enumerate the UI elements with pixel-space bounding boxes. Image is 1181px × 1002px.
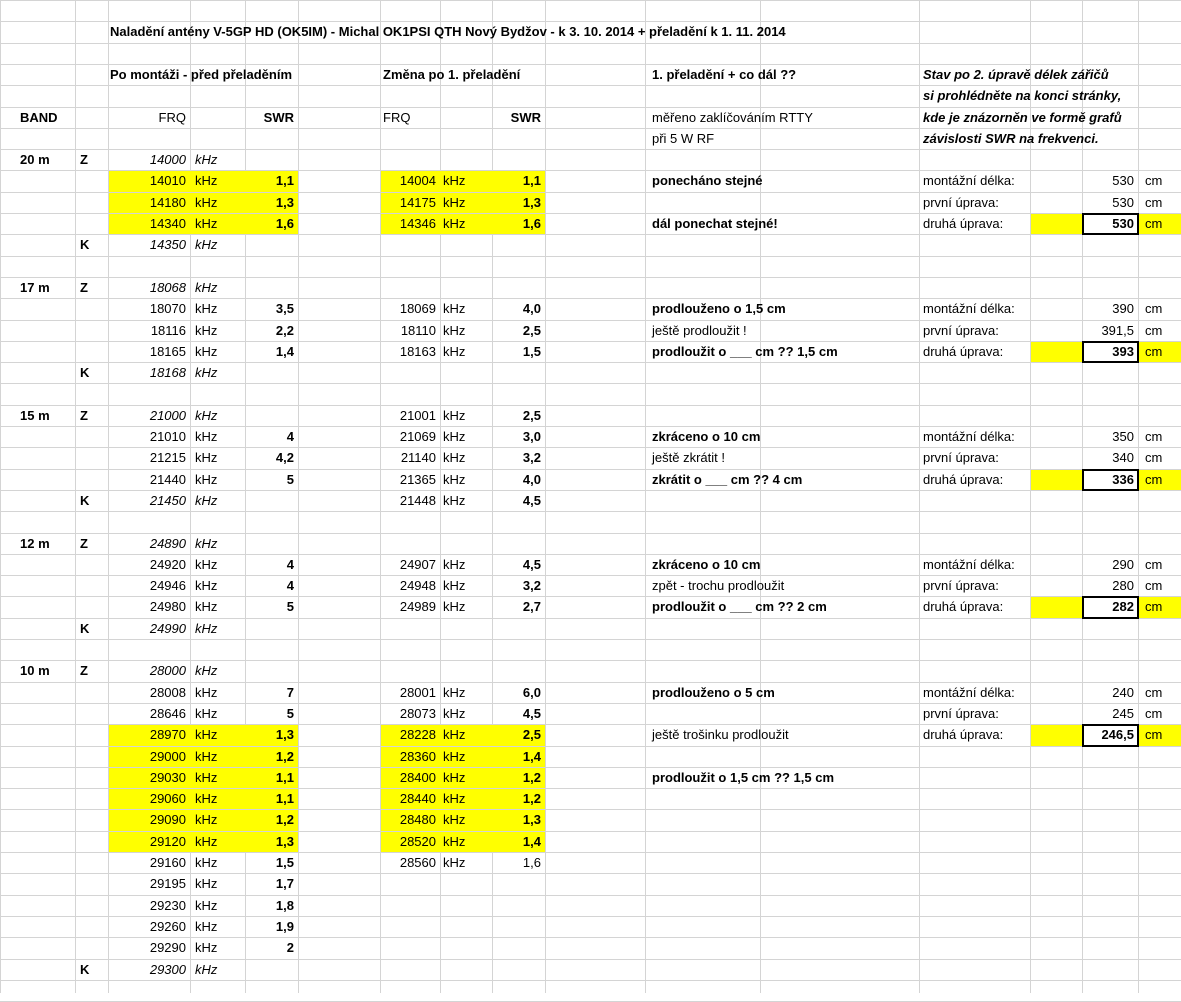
after-swr[interactable]: 4,5 xyxy=(522,705,541,721)
unit-khz[interactable]: kHz xyxy=(195,620,218,636)
length-value[interactable]: 530 xyxy=(1112,194,1134,210)
unit-khz[interactable]: kHz xyxy=(195,684,218,700)
before-swr[interactable]: 1,4 xyxy=(275,343,294,359)
end-label[interactable]: K xyxy=(80,961,90,977)
unit-khz[interactable]: kHz xyxy=(443,791,466,807)
after-swr[interactable]: 2,5 xyxy=(522,322,541,338)
after-frq[interactable]: 21140 xyxy=(400,450,436,466)
length-label[interactable]: montážní délka: xyxy=(923,173,1015,189)
unit-cm[interactable]: cm xyxy=(1145,343,1163,359)
unit-cm[interactable]: cm xyxy=(1145,322,1163,338)
before-swr[interactable]: 1,9 xyxy=(275,918,294,934)
before-swr[interactable]: 5 xyxy=(286,705,294,721)
note-line[interactable]: Stav po 2. úpravě délek zářičů xyxy=(923,66,1109,82)
band-name[interactable]: 17 m xyxy=(20,279,50,295)
after-frq[interactable]: 14004 xyxy=(399,173,436,189)
unit-khz[interactable]: kHz xyxy=(195,791,218,807)
before-frq[interactable]: 18165 xyxy=(149,343,186,359)
band-start-frq[interactable]: 24890 xyxy=(149,535,186,551)
comment[interactable]: zpět - trochu prodloužit xyxy=(652,578,785,594)
section-first-tuning[interactable]: Změna po 1. přeladění xyxy=(383,66,521,82)
length-value[interactable]: 530 xyxy=(1112,216,1134,231)
unit-khz[interactable]: kHz xyxy=(195,343,218,359)
after-frq[interactable]: 21365 xyxy=(399,471,436,487)
unit-cm[interactable]: cm xyxy=(1145,727,1163,743)
before-swr[interactable]: 1,6 xyxy=(275,216,294,231)
unit-khz[interactable]: kHz xyxy=(443,194,466,210)
length-label[interactable]: montážní délka: xyxy=(923,684,1015,700)
unit-khz[interactable]: kHz xyxy=(195,429,218,444)
comment[interactable]: prodloužit o ___ cm ?? 1,5 cm xyxy=(652,343,838,359)
after-swr[interactable]: 1,3 xyxy=(522,812,541,828)
unit-khz[interactable]: kHz xyxy=(443,855,466,870)
after-swr[interactable]: 2,5 xyxy=(522,727,541,743)
after-frq[interactable]: 24948 xyxy=(399,578,436,594)
after-frq[interactable]: 28360 xyxy=(399,748,436,764)
unit-khz[interactable]: kHz xyxy=(195,663,218,679)
length-label[interactable]: první úprava: xyxy=(923,194,999,210)
unit-khz[interactable]: kHz xyxy=(443,471,466,487)
after-swr[interactable]: 1,6 xyxy=(522,855,541,870)
unit-khz[interactable]: kHz xyxy=(195,748,218,764)
unit-khz[interactable]: kHz xyxy=(195,237,218,253)
unit-khz[interactable]: kHz xyxy=(195,194,218,210)
unit-cm[interactable]: cm xyxy=(1145,173,1163,189)
after-swr[interactable]: 4,5 xyxy=(522,556,541,572)
after-frq[interactable]: 24907 xyxy=(399,556,436,572)
after-frq[interactable]: 28480 xyxy=(399,812,436,828)
band-start-frq[interactable]: 18068 xyxy=(149,279,186,295)
grid-row-line xyxy=(0,639,1181,640)
before-frq[interactable]: 29060 xyxy=(149,791,186,807)
before-swr[interactable]: 4 xyxy=(286,578,294,594)
length-label[interactable]: první úprava: xyxy=(923,322,999,338)
measure-note[interactable]: při 5 W RF xyxy=(652,130,715,146)
after-frq[interactable]: 28560 xyxy=(399,855,436,870)
unit-khz[interactable]: kHz xyxy=(443,429,466,444)
before-swr[interactable]: 1,3 xyxy=(275,194,294,210)
comment[interactable]: dál ponechat stejné! xyxy=(652,216,778,231)
after-swr[interactable]: 1,2 xyxy=(522,791,541,807)
band-end-frq[interactable]: 21450 xyxy=(149,492,186,508)
after-swr[interactable]: 3,0 xyxy=(522,429,541,444)
unit-khz[interactable]: kHz xyxy=(195,812,218,828)
comment[interactable]: prodloužit o 1,5 cm ?? 1,5 cm xyxy=(652,769,835,785)
unit-khz[interactable]: kHz xyxy=(443,216,466,231)
unit-khz[interactable]: kHz xyxy=(195,556,218,572)
before-frq[interactable]: 29260 xyxy=(149,918,186,934)
after-swr[interactable]: 3,2 xyxy=(522,578,541,594)
before-swr[interactable]: 4 xyxy=(286,556,294,572)
length-value[interactable]: 530 xyxy=(1112,173,1134,189)
length-value[interactable]: 340 xyxy=(1112,450,1134,466)
unit-khz[interactable]: kHz xyxy=(195,279,218,295)
grid-row-line xyxy=(0,0,1181,1)
unit-cm[interactable]: cm xyxy=(1145,578,1163,594)
after-frq[interactable]: 28520 xyxy=(399,833,436,849)
after-swr[interactable]: 1,2 xyxy=(522,769,541,785)
before-swr[interactable]: 4 xyxy=(286,429,294,444)
comment[interactable]: ponecháno stejné xyxy=(652,173,763,189)
length-label[interactable]: druhá úprava: xyxy=(923,727,1004,743)
unit-khz[interactable]: kHz xyxy=(195,918,218,934)
after-swr[interactable]: 1,1 xyxy=(522,173,541,189)
length-value[interactable]: 290 xyxy=(1112,556,1134,572)
end-label[interactable]: K xyxy=(80,365,90,381)
unit-khz[interactable]: kHz xyxy=(195,216,218,231)
after-frq[interactable]: 14175 xyxy=(399,194,436,210)
length-value[interactable]: 336 xyxy=(1112,471,1134,487)
before-frq[interactable]: 21010 xyxy=(149,429,186,444)
length-value[interactable]: 391,5 xyxy=(1101,322,1134,338)
grid-row-line xyxy=(0,43,1181,44)
after-frq[interactable]: 21001 xyxy=(399,407,436,423)
after-frq[interactable]: 28001 xyxy=(399,684,436,700)
unit-cm[interactable]: cm xyxy=(1145,684,1163,700)
unit-khz[interactable]: kHz xyxy=(443,301,466,317)
before-swr[interactable]: 4,2 xyxy=(275,450,294,466)
after-swr[interactable]: 4,0 xyxy=(522,471,541,487)
unit-khz[interactable]: kHz xyxy=(195,152,218,168)
end-label[interactable]: K xyxy=(80,492,90,508)
before-swr[interactable]: 3,5 xyxy=(275,301,294,317)
unit-cm[interactable]: cm xyxy=(1145,216,1163,231)
comment[interactable]: prodlouženo o 1,5 cm xyxy=(652,301,786,317)
length-label[interactable]: montážní délka: xyxy=(923,301,1015,317)
before-swr[interactable]: 1,8 xyxy=(275,897,294,913)
after-frq[interactable]: 28073 xyxy=(399,705,436,721)
after-frq[interactable]: 28228 xyxy=(399,727,436,743)
length-value[interactable]: 246,5 xyxy=(1101,727,1134,743)
band-end-frq[interactable]: 14350 xyxy=(149,237,186,253)
before-frq[interactable]: 24920 xyxy=(149,556,186,572)
after-swr[interactable]: 4,0 xyxy=(522,301,541,317)
start-label[interactable]: Z xyxy=(80,535,88,551)
band-name[interactable]: 20 m xyxy=(20,152,50,168)
after-swr[interactable]: 1,5 xyxy=(522,343,541,359)
before-frq[interactable]: 29230 xyxy=(149,897,186,913)
before-swr[interactable]: 1,3 xyxy=(275,833,294,849)
unit-khz[interactable]: kHz xyxy=(443,343,466,359)
after-frq[interactable]: 24989 xyxy=(399,599,436,615)
after-swr[interactable]: 1,3 xyxy=(522,194,541,210)
length-label[interactable]: montážní délka: xyxy=(923,556,1015,572)
before-swr[interactable]: 1,1 xyxy=(275,173,294,189)
note-line[interactable]: si prohlédněte na konci stránky, xyxy=(923,88,1122,104)
unit-khz[interactable]: kHz xyxy=(443,450,466,466)
unit-cm[interactable]: cm xyxy=(1145,599,1163,615)
before-frq[interactable]: 14180 xyxy=(149,194,186,210)
end-label[interactable]: K xyxy=(80,237,90,253)
after-frq[interactable]: 21069 xyxy=(399,429,436,444)
section-next-steps[interactable]: 1. přeladění + co dál ?? xyxy=(652,66,797,82)
before-frq[interactable]: 29290 xyxy=(149,940,186,956)
unit-khz[interactable]: kHz xyxy=(443,684,466,700)
unit-khz[interactable]: kHz xyxy=(195,322,218,338)
unit-khz[interactable]: kHz xyxy=(195,961,218,977)
unit-khz[interactable]: kHz xyxy=(195,578,218,594)
unit-khz[interactable]: kHz xyxy=(443,705,466,721)
unit-khz[interactable]: kHz xyxy=(443,833,466,849)
length-label[interactable]: montážní délka: xyxy=(923,429,1015,444)
unit-cm[interactable]: cm xyxy=(1145,705,1163,721)
unit-khz[interactable]: kHz xyxy=(195,173,218,189)
after-swr[interactable]: 2,7 xyxy=(522,599,541,615)
after-frq[interactable]: 18163 xyxy=(399,343,436,359)
before-swr[interactable]: 5 xyxy=(286,599,294,615)
band-name[interactable]: 10 m xyxy=(20,663,50,679)
unit-khz[interactable]: kHz xyxy=(443,812,466,828)
start-label[interactable]: Z xyxy=(80,279,88,295)
before-frq[interactable]: 29000 xyxy=(149,748,186,764)
after-frq[interactable]: 18069 xyxy=(399,301,436,317)
after-swr[interactable]: 2,5 xyxy=(522,407,541,423)
measure-note[interactable]: měřeno zaklíčováním RTTY xyxy=(652,109,813,125)
after-frq[interactable]: 14346 xyxy=(399,216,436,231)
before-swr[interactable]: 1,2 xyxy=(275,812,294,828)
after-frq[interactable]: 28440 xyxy=(399,791,436,807)
grid-row-line xyxy=(0,980,1181,981)
comment[interactable]: zkráceno o 10 cm xyxy=(652,429,761,444)
unit-khz[interactable]: kHz xyxy=(443,769,466,785)
unit-khz[interactable]: kHz xyxy=(443,492,466,508)
start-label[interactable]: Z xyxy=(80,407,88,423)
after-swr[interactable]: 1,6 xyxy=(522,216,541,231)
unit-khz[interactable]: kHz xyxy=(443,578,466,594)
before-frq[interactable]: 24980 xyxy=(149,599,186,615)
before-swr[interactable]: 1,1 xyxy=(275,769,294,785)
unit-khz[interactable]: kHz xyxy=(195,471,218,487)
unit-cm[interactable]: cm xyxy=(1145,556,1163,572)
comment[interactable]: prodlouženo o 5 cm xyxy=(652,684,775,700)
after-swr[interactable]: 3,2 xyxy=(522,450,541,466)
unit-khz[interactable]: kHz xyxy=(443,599,466,615)
before-frq[interactable]: 18070 xyxy=(149,301,186,317)
length-label[interactable]: druhá úprava: xyxy=(923,599,1004,615)
length-label[interactable]: první úprava: xyxy=(923,705,999,721)
band-start-frq[interactable]: 21000 xyxy=(149,407,186,423)
before-frq[interactable]: 18116 xyxy=(150,322,186,338)
unit-khz[interactable]: kHz xyxy=(195,705,218,721)
unit-khz[interactable]: kHz xyxy=(195,301,218,317)
unit-khz[interactable]: kHz xyxy=(443,556,466,572)
unit-khz[interactable]: kHz xyxy=(195,897,218,913)
before-frq[interactable]: 29090 xyxy=(149,812,186,828)
before-swr[interactable]: 1,5 xyxy=(275,855,294,870)
before-swr[interactable]: 1,1 xyxy=(275,791,294,807)
unit-khz[interactable]: kHz xyxy=(195,407,218,423)
section-before[interactable]: Po montáži - před přeladěním xyxy=(110,66,293,82)
before-frq[interactable]: 28008 xyxy=(149,684,186,700)
after-frq[interactable]: 28400 xyxy=(399,769,436,785)
unit-khz[interactable]: kHz xyxy=(195,769,218,785)
unit-khz[interactable]: kHz xyxy=(195,492,218,508)
note-line[interactable]: závislosti SWR na frekvenci. xyxy=(923,130,1099,146)
unit-khz[interactable]: kHz xyxy=(195,876,218,892)
end-label[interactable]: K xyxy=(80,620,90,636)
header-swr-after[interactable]: SWR xyxy=(510,109,541,125)
band-name[interactable]: 12 m xyxy=(20,535,50,551)
length-value[interactable]: 350 xyxy=(1112,429,1134,444)
start-label[interactable]: Z xyxy=(80,663,88,679)
before-swr[interactable]: 7 xyxy=(286,684,294,700)
before-swr[interactable]: 1,7 xyxy=(275,876,294,892)
unit-cm[interactable]: cm xyxy=(1145,429,1163,444)
unit-khz[interactable]: kHz xyxy=(443,173,466,189)
length-value[interactable]: 245 xyxy=(1112,705,1134,721)
length-label[interactable]: první úprava: xyxy=(923,578,999,594)
length-label[interactable]: druhá úprava: xyxy=(923,471,1004,487)
after-frq[interactable]: 21448 xyxy=(399,492,436,508)
length-label[interactable]: první úprava: xyxy=(923,450,999,466)
unit-cm[interactable]: cm xyxy=(1145,471,1163,487)
grid-row-line xyxy=(0,256,1181,257)
before-frq[interactable]: 14010 xyxy=(149,173,186,189)
note-line[interactable]: kde je znázorněn ve formě grafů xyxy=(923,109,1122,125)
unit-khz[interactable]: kHz xyxy=(195,535,218,551)
length-label[interactable]: druhá úprava: xyxy=(923,216,1004,231)
length-value[interactable]: 282 xyxy=(1112,599,1134,615)
length-value[interactable]: 280 xyxy=(1112,578,1134,594)
before-swr[interactable]: 1,2 xyxy=(275,748,294,764)
unit-khz[interactable]: kHz xyxy=(443,407,466,423)
after-swr[interactable]: 1,4 xyxy=(522,748,541,764)
header-frq[interactable]: FRQ xyxy=(158,109,186,125)
before-frq[interactable]: 24946 xyxy=(149,578,186,594)
unit-khz[interactable]: kHz xyxy=(195,599,218,615)
unit-khz[interactable]: kHz xyxy=(195,727,218,743)
before-frq[interactable]: 29030 xyxy=(149,769,186,785)
before-swr[interactable]: 1,3 xyxy=(275,727,294,743)
band-start-frq[interactable]: 28000 xyxy=(149,663,186,679)
length-value[interactable]: 390 xyxy=(1112,301,1134,317)
before-frq[interactable]: 21215 xyxy=(149,450,186,466)
unit-khz[interactable]: kHz xyxy=(443,727,466,743)
length-value[interactable]: 393 xyxy=(1112,343,1134,359)
unit-cm[interactable]: cm xyxy=(1145,450,1163,466)
before-frq[interactable]: 29160 xyxy=(149,855,186,870)
band-end-frq[interactable]: 24990 xyxy=(149,620,186,636)
before-frq[interactable]: 28970 xyxy=(149,727,186,743)
start-label[interactable]: Z xyxy=(80,152,88,168)
unit-cm[interactable]: cm xyxy=(1145,301,1163,317)
comment[interactable]: prodloužit o ___ cm ?? 2 cm xyxy=(652,599,827,615)
before-frq[interactable]: 28646 xyxy=(149,705,186,721)
after-swr[interactable]: 1,4 xyxy=(522,833,541,849)
unit-cm[interactable]: cm xyxy=(1145,194,1163,210)
before-swr[interactable]: 5 xyxy=(286,471,294,487)
comment[interactable]: ještě trošinku prodloužit xyxy=(652,727,789,743)
before-frq[interactable]: 21440 xyxy=(149,471,186,487)
after-frq[interactable]: 18110 xyxy=(400,322,436,338)
band-end-frq[interactable]: 29300 xyxy=(149,961,186,977)
unit-khz[interactable]: kHz xyxy=(443,322,466,338)
unit-khz[interactable]: kHz xyxy=(195,855,218,870)
unit-khz[interactable]: kHz xyxy=(195,940,218,956)
before-swr[interactable]: 2 xyxy=(286,940,294,956)
comment[interactable]: ještě zkrátit ! xyxy=(652,450,725,466)
length-value[interactable]: 240 xyxy=(1112,684,1134,700)
after-swr[interactable]: 4,5 xyxy=(522,492,541,508)
header-frq-after[interactable]: FRQ xyxy=(383,109,411,125)
before-frq[interactable]: 14340 xyxy=(149,216,186,231)
unit-khz[interactable]: kHz xyxy=(195,365,218,381)
band-name[interactable]: 15 m xyxy=(20,407,50,423)
header-band[interactable]: BAND xyxy=(20,109,58,125)
comment[interactable]: zkrátit o ___ cm ?? 4 cm xyxy=(652,471,803,487)
comment[interactable]: ještě prodloužit ! xyxy=(652,322,747,338)
unit-khz[interactable]: kHz xyxy=(195,833,218,849)
length-label[interactable]: druhá úprava: xyxy=(923,343,1004,359)
band-start-frq[interactable]: 14000 xyxy=(149,152,186,168)
sheet-title[interactable]: Naladění antény V-5GP HD (OK5IM) - Michal OK1PSI QTH Nový Bydžov - k 3. 10. 2014 + přeladění k 1. 11. 2014 xyxy=(110,24,786,40)
before-swr[interactable]: 2,2 xyxy=(275,322,294,338)
comment[interactable]: zkráceno o 10 cm xyxy=(652,556,761,572)
after-swr[interactable]: 6,0 xyxy=(522,684,541,700)
band-end-frq[interactable]: 18168 xyxy=(149,365,186,381)
unit-khz[interactable]: kHz xyxy=(443,748,466,764)
header-swr[interactable]: SWR xyxy=(263,109,294,125)
before-frq[interactable]: 29120 xyxy=(149,833,186,849)
before-frq[interactable]: 29195 xyxy=(149,876,186,892)
unit-khz[interactable]: kHz xyxy=(195,450,218,466)
